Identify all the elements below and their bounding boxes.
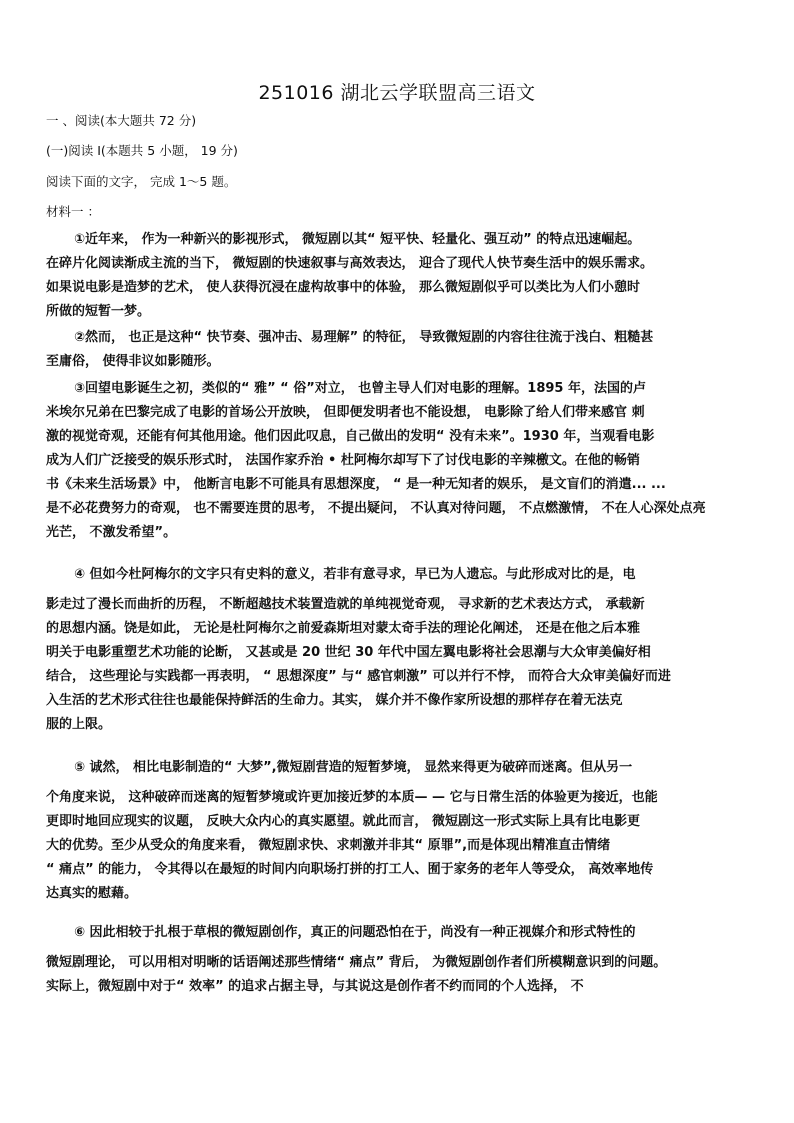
paragraph-4	[46, 563, 758, 737]
paragraph-line: 个角度来说， 这种破碎而迷离的短暂梦境或许更加接近梦的本质— — 它与日常生活的体验更为接近，也能	[46, 790, 658, 805]
paragraph-line: 的思想内涵。饶是如此， 无论是杜阿梅尔之前爱森斯坦对蒙太奇手法的理论化阐述， 还是在他之后本雅	[46, 621, 641, 636]
paragraph-line: 是不必花费努力的奇观， 也不需要连贯的思考， 不提出疑问， 不认真对待问题， 不点燃激情， 不在人心深处点亮	[46, 501, 706, 516]
paragraph-line: 成为人们广泛接受的娱乐形式时， 法国作家乔治 • 杜阿梅尔却写下了讨伐电影的辛辣檄文。在他的畅销	[46, 453, 640, 468]
paragraph-line: 影走过了漫长而曲折的历程， 不断超越技术装置造就的单纯视觉奇观， 寻求新的艺术表达方式， 承载新	[46, 597, 645, 612]
paragraph-line: “ 痛点” 的能力， 令其得以在最短的时间内向职场打拼的打工人、囿于家务的老年人等受众， 高效率地传	[46, 862, 654, 877]
paragraph-line: ②然而， 也正是这种“ 快节奏、强冲击、易理解” 的特征， 导致微短剧的内容往往流于浅白、粗糙甚	[74, 330, 654, 345]
paragraph-5	[46, 756, 758, 906]
paragraph-line: 所做的短暂一梦。	[46, 304, 151, 319]
paragraph-line: 微短剧理论， 可以用相对明晰的话语阐述那些情绪“ 痛点” 背后， 为微短剧创作者们所模糊意识到的问题。	[46, 955, 667, 970]
paragraph-line: ③回望电影诞生之初，类似的“ 雅” “ 俗”对立， 也曾主导人们对电影的理解。1895 年，法国的卢	[74, 381, 646, 396]
paragraph-line: ⑤ 诚然， 相比电影制造的“ 大梦”,微短剧营造的短暂梦境， 显然来得更为破碎而迷离。但从另一	[74, 760, 633, 775]
instruction-text: 阅读下面的文字， 完成 1～5 题。	[46, 174, 237, 189]
paragraph-line: 至庸俗， 使得非议如影随形。	[46, 354, 220, 369]
material-label: 材料一 ：	[46, 204, 100, 219]
section-heading: 一 、阅读(本大题共 72 分)	[46, 113, 197, 128]
paragraph-line: 明关于电影重塑艺术功能的论断， 又甚或是 20 世纪 30 年代中国左翼电影将社会思潮与大众审美偏好相	[46, 645, 651, 660]
paragraph-line: 实际上，微短剧中对于“ 效率” 的追求占据主导，与其说这是创作者不约而同的个人选择， 不	[46, 979, 584, 994]
paragraph-3	[46, 377, 758, 545]
paragraph-line: 结合， 这些理论与实践都一再表明， “ 思想深度” 与“ 感官刺激” 可以并行不悖， 而符合大众审美偏好而进	[46, 669, 671, 684]
paragraph-line: 米埃尔兄弟在巴黎完成了电影的首场公开放映， 但即便发明者也不能设想， 电影除了给人们带来感官 刺	[46, 405, 645, 420]
document-title: 251016 湖北云学联盟高三语文	[258, 82, 536, 104]
paragraph-line: 光芒， 不激发希望”。	[46, 525, 177, 540]
paragraph-line: 达真实的慰藉。	[46, 886, 138, 901]
paragraph-1	[46, 228, 758, 324]
paragraph-line: 在碎片化阅读渐成主流的当下， 微短剧的快速叙事与高效表达， 迎合了现代人快节奏生活中的娱乐需求。	[46, 256, 654, 271]
subsection-heading: (一)阅读 I(本题共 5 小题， 19 分)	[46, 143, 238, 158]
paragraph-line: 书《未来生活场景》中， 他断言电影不可能具有思想深度， “ 是一种无知者的娱乐， 是文盲们的消遣... ...	[46, 477, 666, 492]
paragraph-line: ①近年来， 作为一种新兴的影视形式， 微短剧以其“ 短平快、轻量化、强互动” 的特点迅速崛起。	[74, 232, 641, 247]
paragraph-2	[46, 326, 758, 374]
paragraph-line: 如果说电影是造梦的艺术， 使人获得沉浸在虚构故事中的体验， 那么微短剧似乎可以类比为人们小憩时	[46, 280, 641, 295]
paragraph-line: 入生活的艺术形式往往也最能保持鲜活的生命力。其实， 媒介并不像作家所设想的那样存在着无法克	[46, 693, 623, 708]
paragraph-line: 更即时地回应现实的议题， 反映大众内心的真实愿望。就此而言， 微短剧这一形式实际上具有比电影更	[46, 814, 641, 829]
paragraph-line: 大的优势。至少从受众的角度来看， 微短剧求快、求刺激并非其“ 原罪”,而是体现出精准直击情绪	[46, 838, 611, 853]
paragraph-line: 服的上限。	[46, 717, 112, 732]
paragraph-line: ⑥ 因此相较于扎根于草根的微短剧创作，真正的问题恐怕在于，尚没有一种正视媒介和形式特性的	[74, 925, 636, 940]
paragraph-line: ④ 但如今杜阿梅尔的文字只有史料的意义，若非有意寻求，早已为人遗忘。与此形成对比的是，电	[74, 567, 636, 582]
paragraph-6	[46, 921, 758, 999]
paragraph-line: 激的视觉奇观，还能有何其他用途。他们因此叹息，自己做出的发明“ 没有未来”。1930 年，当观看电影	[46, 429, 655, 444]
